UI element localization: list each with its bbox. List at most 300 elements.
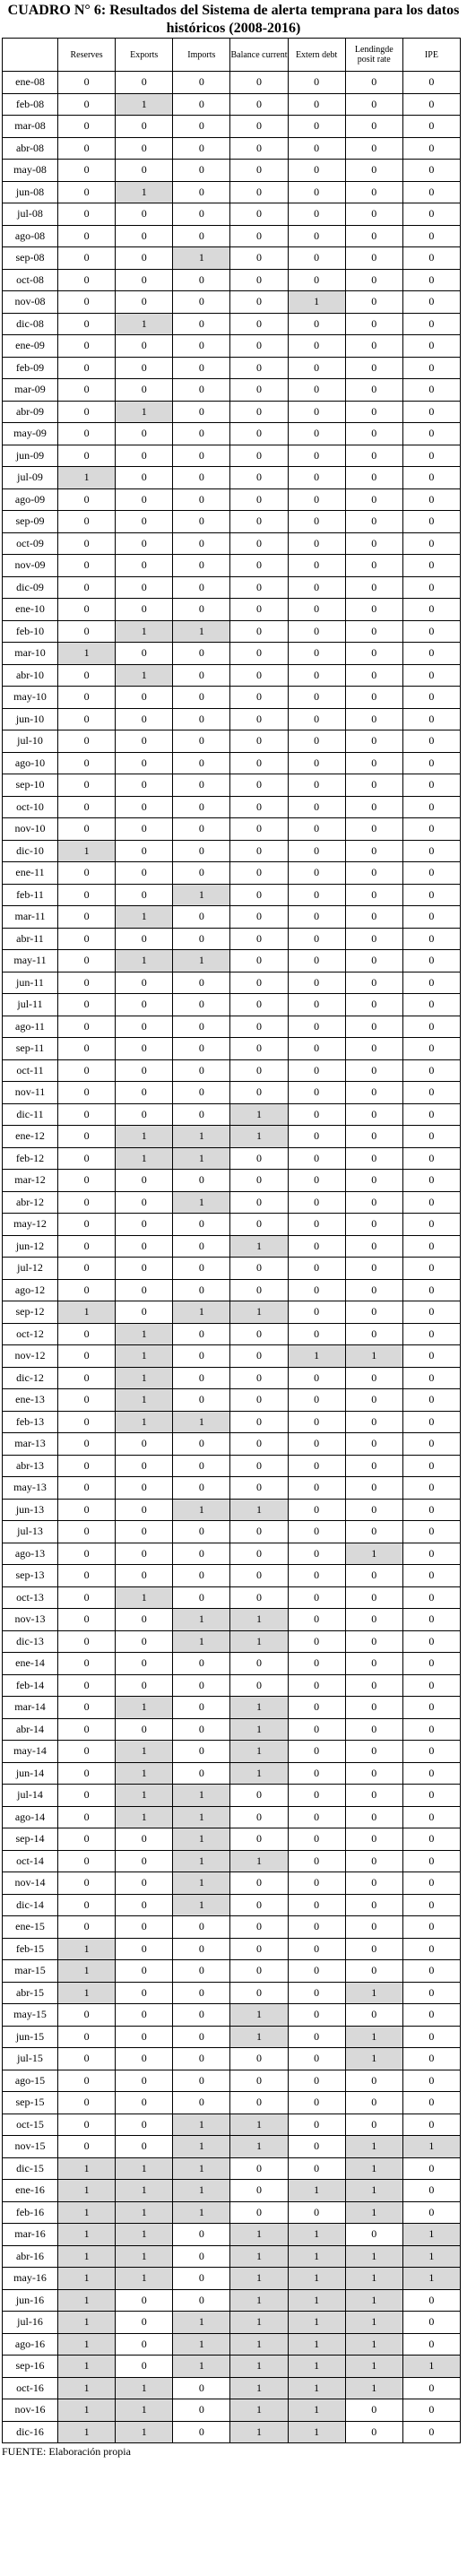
period-cell: feb-11	[3, 884, 58, 906]
value-cell: 1	[230, 1630, 288, 1653]
value-cell: 0	[288, 950, 345, 972]
value-cell: 0	[116, 1828, 173, 1851]
value-cell: 1	[345, 2048, 402, 2070]
table-row	[3, 2004, 461, 2027]
period-cell: may-10	[3, 687, 58, 709]
table-row	[3, 2333, 461, 2356]
value-cell: 0	[288, 1916, 345, 1939]
value-cell: 0	[345, 862, 402, 885]
value-cell: 0	[402, 160, 460, 182]
value-cell: 0	[173, 1718, 230, 1741]
value-cell: 0	[116, 2312, 173, 2334]
value-cell: 0	[288, 752, 345, 774]
value-cell: 0	[58, 752, 116, 774]
value-cell: 1	[288, 2180, 345, 2202]
value-cell: 0	[288, 1982, 345, 2004]
value-cell: 1	[58, 2356, 116, 2378]
value-cell: 0	[345, 2004, 402, 2027]
table-row	[3, 357, 461, 379]
value-cell: 0	[230, 862, 288, 885]
table-row	[3, 1653, 461, 1675]
period-cell: nov-16	[3, 2399, 58, 2422]
value-cell: 0	[58, 1038, 116, 1060]
value-cell: 0	[58, 1850, 116, 1872]
period-cell: jun-11	[3, 972, 58, 994]
value-cell: 0	[288, 884, 345, 906]
value-cell: 0	[402, 532, 460, 555]
value-cell: 0	[116, 1565, 173, 1587]
value-cell: 0	[173, 1960, 230, 1983]
period-cell: jun-09	[3, 445, 58, 467]
value-cell: 0	[58, 116, 116, 138]
value-cell: 0	[230, 1038, 288, 1060]
table-row	[3, 379, 461, 402]
value-cell: 0	[230, 1785, 288, 1807]
value-cell: 0	[230, 752, 288, 774]
value-cell: 0	[230, 1565, 288, 1587]
period-cell: ene-11	[3, 862, 58, 885]
value-cell: 1	[116, 1323, 173, 1345]
period-cell: jul-11	[3, 994, 58, 1016]
value-cell: 0	[288, 379, 345, 402]
period-cell: mar-13	[3, 1433, 58, 1456]
period-cell: ene-13	[3, 1389, 58, 1412]
value-cell: 0	[402, 2421, 460, 2443]
value-cell: 1	[173, 1191, 230, 1214]
table-row	[3, 1477, 461, 1500]
period-cell: oct-14	[3, 1850, 58, 1872]
value-cell: 1	[173, 1850, 230, 1872]
value-cell: 0	[402, 730, 460, 753]
value-cell: 0	[173, 160, 230, 182]
value-cell: 0	[116, 1103, 173, 1126]
value-cell: 0	[230, 2157, 288, 2180]
value-cell: 1	[230, 1697, 288, 1719]
value-cell: 0	[116, 1170, 173, 1192]
value-cell: 1	[173, 2114, 230, 2136]
value-cell: 0	[345, 1477, 402, 1500]
value-cell: 0	[116, 2136, 173, 2158]
value-cell: 1	[402, 2356, 460, 2378]
value-cell: 0	[116, 1982, 173, 2004]
value-cell: 0	[116, 160, 173, 182]
value-cell: 0	[173, 928, 230, 950]
value-cell: 0	[116, 467, 173, 489]
period-cell: jul-14	[3, 1785, 58, 1807]
header-row	[3, 39, 461, 72]
value-cell: 0	[345, 599, 402, 621]
value-cell: 0	[345, 1323, 402, 1345]
value-cell: 0	[173, 1455, 230, 1477]
value-cell: 1	[173, 2180, 230, 2202]
value-cell: 0	[173, 335, 230, 358]
value-cell: 1	[345, 1543, 402, 1565]
value-cell: 0	[173, 203, 230, 226]
value-cell: 0	[288, 1741, 345, 1763]
value-cell: 1	[345, 2136, 402, 2158]
value-cell: 0	[116, 291, 173, 314]
value-cell: 0	[116, 1279, 173, 1301]
value-cell: 0	[345, 137, 402, 160]
value-cell: 0	[116, 752, 173, 774]
period-cell: ago-15	[3, 2070, 58, 2092]
value-cell: 1	[173, 1828, 230, 1851]
period-cell: oct-11	[3, 1059, 58, 1082]
value-cell: 1	[116, 1345, 173, 1368]
value-cell: 1	[116, 1367, 173, 1389]
value-cell: 0	[402, 994, 460, 1016]
value-cell: 0	[288, 599, 345, 621]
value-cell: 0	[345, 1147, 402, 1170]
value-cell: 0	[402, 818, 460, 841]
value-cell: 0	[288, 1323, 345, 1345]
value-cell: 0	[58, 1916, 116, 1939]
value-cell: 0	[402, 1741, 460, 1763]
source-note: FUENTE: Elaboración propia	[2, 2445, 131, 2458]
table-row	[3, 620, 461, 643]
value-cell: 0	[345, 950, 402, 972]
period-cell: mar-10	[3, 643, 58, 665]
value-cell: 1	[116, 401, 173, 423]
period-cell: abr-15	[3, 1982, 58, 2004]
value-cell: 0	[58, 291, 116, 314]
value-cell: 0	[173, 840, 230, 862]
value-cell: 0	[345, 532, 402, 555]
value-cell: 0	[402, 1147, 460, 1170]
value-cell: 0	[288, 664, 345, 687]
value-cell: 0	[58, 950, 116, 972]
value-cell: 0	[288, 1301, 345, 1324]
value-cell: 1	[230, 2399, 288, 2422]
period-cell: oct-16	[3, 2377, 58, 2399]
value-cell: 1	[58, 2421, 116, 2443]
table-row	[3, 1411, 461, 1433]
value-cell: 0	[116, 1872, 173, 1895]
value-cell: 0	[288, 1938, 345, 1960]
value-cell: 0	[230, 1147, 288, 1170]
value-cell: 0	[173, 687, 230, 709]
period-cell: sep-14	[3, 1828, 58, 1851]
value-cell: 0	[345, 1389, 402, 1412]
value-cell: 1	[58, 467, 116, 489]
value-cell: 0	[58, 555, 116, 577]
value-cell: 1	[58, 2333, 116, 2356]
value-cell: 0	[402, 181, 460, 203]
value-cell: 0	[288, 137, 345, 160]
table-row	[3, 1938, 461, 1960]
value-cell: 0	[402, 2312, 460, 2334]
value-cell: 0	[345, 93, 402, 116]
value-cell: 1	[116, 181, 173, 203]
value-cell: 0	[345, 1258, 402, 1280]
value-cell: 0	[116, 1718, 173, 1741]
period-cell: sep-13	[3, 1565, 58, 1587]
value-cell: 0	[116, 818, 173, 841]
value-cell: 0	[58, 1674, 116, 1697]
value-cell: 1	[402, 2224, 460, 2246]
value-cell: 0	[58, 1630, 116, 1653]
value-cell: 0	[58, 203, 116, 226]
value-cell: 0	[116, 1455, 173, 1477]
value-cell: 1	[116, 1806, 173, 1828]
table-row	[3, 313, 461, 335]
value-cell: 1	[58, 2157, 116, 2180]
value-cell: 0	[116, 1038, 173, 1060]
value-cell: 0	[230, 2092, 288, 2114]
period-cell: feb-12	[3, 1147, 58, 1170]
value-cell: 0	[345, 1279, 402, 1301]
value-cell: 1	[58, 1960, 116, 1983]
table-row	[3, 2201, 461, 2224]
value-cell: 0	[402, 1126, 460, 1148]
value-cell: 0	[173, 2399, 230, 2422]
value-cell: 0	[173, 2026, 230, 2048]
value-cell: 0	[345, 488, 402, 511]
value-cell: 0	[230, 1521, 288, 1543]
value-cell: 0	[173, 1916, 230, 1939]
value-cell: 0	[402, 555, 460, 577]
value-cell: 0	[173, 752, 230, 774]
value-cell: 0	[116, 2048, 173, 2070]
table-row	[3, 1059, 461, 1082]
value-cell: 0	[288, 160, 345, 182]
value-cell: 0	[402, 1038, 460, 1060]
value-cell: 1	[230, 1741, 288, 1763]
value-cell: 0	[230, 93, 288, 116]
value-cell: 0	[230, 1082, 288, 1104]
value-cell: 0	[116, 730, 173, 753]
value-cell: 0	[345, 1828, 402, 1851]
value-cell: 1	[345, 2157, 402, 2180]
value-cell: 1	[173, 1872, 230, 1895]
value-cell: 0	[402, 1586, 460, 1609]
value-cell: 0	[58, 72, 116, 94]
value-cell: 0	[173, 1323, 230, 1345]
value-cell: 0	[345, 1653, 402, 1675]
period-cell: ene-10	[3, 599, 58, 621]
value-cell: 0	[58, 1323, 116, 1345]
period-cell: nov-08	[3, 291, 58, 314]
value-cell: 1	[230, 2356, 288, 2378]
value-cell: 0	[402, 269, 460, 291]
table-row	[3, 796, 461, 818]
value-cell: 0	[288, 1609, 345, 1631]
value-cell: 0	[116, 1214, 173, 1236]
value-cell: 0	[116, 225, 173, 247]
value-cell: 1	[116, 1697, 173, 1719]
value-cell: 0	[58, 313, 116, 335]
value-cell: 0	[173, 576, 230, 599]
table-row	[3, 2377, 461, 2399]
value-cell: 1	[116, 1389, 173, 1412]
table-row	[3, 1697, 461, 1719]
period-cell: jul-10	[3, 730, 58, 753]
value-cell: 0	[230, 1477, 288, 1500]
value-cell: 0	[116, 555, 173, 577]
value-cell: 0	[288, 1762, 345, 1785]
table-row	[3, 1674, 461, 1697]
value-cell: 0	[116, 1850, 173, 1872]
value-cell: 0	[402, 1982, 460, 2004]
table-row	[3, 116, 461, 138]
value-cell: 0	[116, 1916, 173, 1939]
table-header	[3, 39, 461, 72]
value-cell: 0	[402, 1697, 460, 1719]
value-cell: 0	[116, 2289, 173, 2312]
value-cell: 0	[58, 1367, 116, 1389]
value-cell: 0	[116, 796, 173, 818]
value-cell: 0	[58, 1235, 116, 1258]
value-cell: 0	[402, 840, 460, 862]
value-cell: 0	[58, 1697, 116, 1719]
value-cell: 0	[230, 708, 288, 730]
value-cell: 0	[402, 1103, 460, 1126]
value-cell: 0	[288, 1126, 345, 1148]
value-cell: 0	[230, 1455, 288, 1477]
period-cell: may-12	[3, 1214, 58, 1236]
value-cell: 0	[402, 2114, 460, 2136]
value-cell: 0	[173, 532, 230, 555]
value-cell: 1	[116, 2399, 173, 2422]
value-cell: 0	[230, 1872, 288, 1895]
value-cell: 0	[58, 1499, 116, 1521]
period-cell: feb-14	[3, 1674, 58, 1697]
value-cell: 0	[288, 1191, 345, 1214]
value-cell: 0	[288, 576, 345, 599]
value-cell: 0	[116, 1543, 173, 1565]
value-cell: 0	[345, 2224, 402, 2246]
value-cell: 0	[173, 1214, 230, 1236]
value-cell: 1	[230, 2245, 288, 2268]
value-cell: 0	[116, 840, 173, 862]
value-cell: 0	[402, 1170, 460, 1192]
value-cell: 0	[173, 994, 230, 1016]
period-cell: ago-12	[3, 1279, 58, 1301]
table-row	[3, 708, 461, 730]
value-cell: 1	[230, 1499, 288, 1521]
value-cell: 0	[58, 488, 116, 511]
value-cell: 0	[345, 972, 402, 994]
value-cell: 0	[173, 862, 230, 885]
value-cell: 0	[288, 2157, 345, 2180]
value-cell: 0	[116, 1258, 173, 1280]
value-cell: 0	[116, 994, 173, 1016]
period-cell: abr-09	[3, 401, 58, 423]
period-cell: dic-13	[3, 1630, 58, 1653]
value-cell: 1	[345, 2180, 402, 2202]
value-cell: 0	[230, 2048, 288, 2070]
value-cell: 0	[58, 818, 116, 841]
value-cell: 0	[58, 1279, 116, 1301]
value-cell: 0	[345, 1806, 402, 1828]
value-cell: 0	[173, 664, 230, 687]
value-cell: 0	[116, 1960, 173, 1983]
value-cell: 0	[173, 1235, 230, 1258]
value-cell: 0	[288, 928, 345, 950]
table-row	[3, 247, 461, 270]
value-cell: 1	[230, 2114, 288, 2136]
header-cell: IPE	[402, 39, 460, 72]
period-cell: dic-09	[3, 576, 58, 599]
value-cell: 0	[173, 1016, 230, 1038]
value-cell: 0	[288, 1630, 345, 1653]
value-cell: 0	[345, 994, 402, 1016]
header-cell: Extern debt	[288, 39, 345, 72]
value-cell: 0	[288, 1697, 345, 1719]
value-cell: 0	[116, 862, 173, 885]
period-cell: nov-12	[3, 1345, 58, 1368]
value-cell: 1	[288, 2245, 345, 2268]
value-cell: 0	[173, 445, 230, 467]
value-cell: 0	[58, 532, 116, 555]
value-cell: 0	[345, 1433, 402, 1456]
value-cell: 0	[173, 2224, 230, 2246]
value-cell: 1	[288, 2289, 345, 2312]
value-cell: 1	[116, 2245, 173, 2268]
table-row	[3, 1258, 461, 1280]
value-cell: 0	[288, 1235, 345, 1258]
value-cell: 0	[402, 511, 460, 533]
table-row	[3, 1367, 461, 1389]
value-cell: 0	[230, 203, 288, 226]
value-cell: 0	[345, 1916, 402, 1939]
table-row	[3, 1147, 461, 1170]
value-cell: 0	[58, 1214, 116, 1236]
value-cell: 0	[402, 774, 460, 797]
table-row	[3, 1191, 461, 1214]
value-cell: 1	[116, 2268, 173, 2290]
value-cell: 0	[58, 1762, 116, 1785]
value-cell: 1	[58, 2268, 116, 2290]
value-cell: 0	[402, 2289, 460, 2312]
value-cell: 0	[402, 467, 460, 489]
value-cell: 0	[288, 1082, 345, 1104]
value-cell: 0	[58, 1565, 116, 1587]
value-cell: 0	[288, 2004, 345, 2027]
value-cell: 0	[173, 818, 230, 841]
value-cell: 0	[345, 1499, 402, 1521]
value-cell: 0	[288, 994, 345, 1016]
value-cell: 0	[345, 225, 402, 247]
value-cell: 0	[288, 2136, 345, 2158]
value-cell: 0	[402, 1718, 460, 1741]
period-cell: oct-09	[3, 532, 58, 555]
value-cell: 0	[58, 1828, 116, 1851]
value-cell: 0	[58, 1741, 116, 1763]
value-cell: 0	[345, 1894, 402, 1916]
value-cell: 1	[230, 1850, 288, 1872]
value-cell: 0	[230, 2201, 288, 2224]
table-row	[3, 423, 461, 445]
value-cell: 0	[58, 1718, 116, 1741]
value-cell: 0	[230, 72, 288, 94]
value-cell: 0	[173, 137, 230, 160]
value-cell: 0	[230, 1059, 288, 1082]
value-cell: 0	[230, 818, 288, 841]
value-cell: 0	[116, 1301, 173, 1324]
value-cell: 0	[116, 1059, 173, 1082]
period-cell: jun-16	[3, 2289, 58, 2312]
value-cell: 0	[58, 1543, 116, 1565]
value-cell: 1	[230, 2333, 288, 2356]
value-cell: 1	[173, 1411, 230, 1433]
period-cell: jun-13	[3, 1499, 58, 1521]
value-cell: 0	[58, 1872, 116, 1895]
table-row	[3, 1082, 461, 1104]
value-cell: 1	[173, 1894, 230, 1916]
value-cell: 0	[402, 2026, 460, 2048]
value-cell: 0	[288, 1785, 345, 1807]
